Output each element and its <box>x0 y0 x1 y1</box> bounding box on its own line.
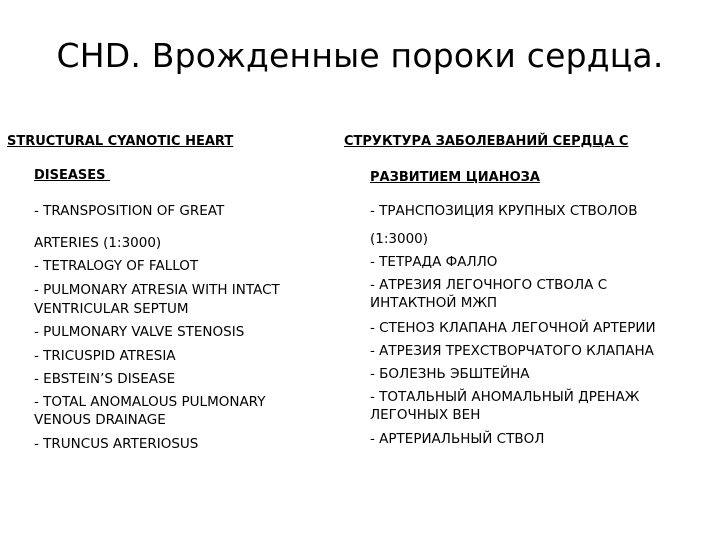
left-list-item: - TRICUSPID ATRESIA <box>34 348 176 364</box>
right-list-item: - ТРАНСПОЗИЦИЯ КРУПНЫХ СТВОЛОВ <box>370 203 638 219</box>
right-list-item: - ТЕТРАДА ФАЛЛО <box>370 254 498 270</box>
right-list-item: - СТЕНОЗ КЛАПАНА ЛЕГОЧНОЙ АРТЕРИИ <box>370 320 656 336</box>
right-list-item: ЛЕГОЧНЫХ ВЕН <box>370 407 481 423</box>
right-column-heading-cont: РАЗВИТИЕМ ЦИАНОЗА <box>370 170 540 185</box>
right-list-item: - АТРЕЗИЯ ТРЕХСТВОРЧАТОГО КЛАПАНА <box>370 343 654 359</box>
left-list-item: - TRANSPOSITION OF GREAT <box>34 203 225 219</box>
slide-title: CHD. Врожденные пороки сердца. <box>56 36 664 75</box>
left-list-item: - TRUNCUS ARTERIOSUS <box>34 436 199 452</box>
right-list-item: - АТРЕЗИЯ ЛЕГОЧНОГО СТВОЛА С <box>370 277 608 293</box>
left-list-item: - EBSTEIN’S DISEASE <box>34 371 176 387</box>
right-list-item: - БОЛЕЗНЬ ЭБШТЕЙНА <box>370 366 530 382</box>
right-list-item: - АРТЕРИАЛЬНЫЙ СТВОЛ <box>370 431 545 447</box>
right-list-item: (1:3000) <box>370 231 429 247</box>
left-list-item: - PULMONARY VALVE STENOSIS <box>34 324 245 340</box>
left-list-item: - PULMONARY ATRESIA WITH INTACT <box>34 282 280 298</box>
left-column-heading: STRUCTURAL CYANOTIC HEART <box>7 134 234 149</box>
right-list-item: - ТОТАЛЬНЫЙ АНОМАЛЬНЫЙ ДРЕНАЖ <box>370 389 640 405</box>
left-list-item: - TOTAL ANOMALOUS PULMONARY <box>34 394 266 410</box>
left-column-heading-cont: DISEASES <box>34 168 111 183</box>
left-list-item: VENOUS DRAINAGE <box>34 412 166 428</box>
left-list-item: VENTRICULAR SEPTUM <box>34 301 189 317</box>
left-list-item: ARTERIES (1:3000) <box>34 235 162 251</box>
right-column-heading: СТРУКТУРА ЗАБОЛЕВАНИЙ СЕРДЦА С <box>344 134 629 149</box>
right-list-item: ИНТАКТНОЙ МЖП <box>370 295 498 311</box>
left-list-item: - TETRALOGY OF FALLOT <box>34 258 199 274</box>
